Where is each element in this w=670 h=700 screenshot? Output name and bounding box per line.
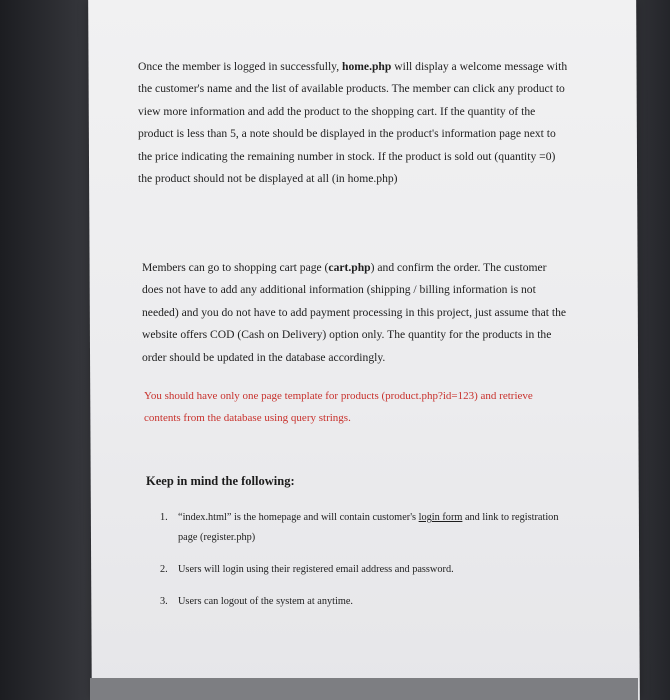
para2-filename: cart.php — [328, 261, 371, 274]
login-form-text: login form — [418, 512, 463, 523]
para1-text-b: will display a welcome message with the customer's name and the list of available products. The member can click any product to view more information and add the product to the shopping cart. If the quantity of the product is less than 5, a note should be displayed in the product's information page next to the price indicating the remaining number in stock. If the product is sold out (quantity =0) the product should not be displayed at all (in home.php) — [138, 60, 568, 186]
list-item-text: “index.html” is the homepage and will contain customer's — [178, 512, 419, 523]
para2-text-a: Members can go to shopping cart page ( — [142, 261, 329, 274]
paragraph-cart-page — [142, 257, 567, 369]
para1-text-a: Once the member is logged in successfully, — [138, 60, 343, 73]
background-left — [0, 0, 100, 700]
list-number: 2. — [160, 564, 168, 575]
list-number: 1. — [160, 512, 168, 523]
requirements-list — [160, 508, 565, 624]
keep-in-mind-heading: Keep in mind the following: — [146, 474, 295, 488]
para1-filename: home.php — [342, 60, 392, 73]
list-item-text: Users can logout of the system at anytime. — [178, 596, 354, 607]
list-number: 3. — [160, 596, 168, 607]
list-item-text: Users will login using their registered email address and password. — [178, 564, 454, 575]
list-item — [160, 592, 565, 612]
para2-text-b: ) and confirm the order. The customer does not have to add any additional information (shipping / billing information is not needed) and you do not have to add payment processing in this project, just assume that the website offers COD (Cash on Delivery) option only. The quantity for the products in the order should be updated in the database accordingly. — [142, 261, 567, 364]
list-item-text-end: and link to registration page (register.php) — [178, 512, 559, 543]
template-note: You should have only one page template for products (product.php?id=123) and retrieve contents from the database using query strings. — [144, 390, 533, 425]
paragraph-home-page — [138, 56, 568, 190]
list-item — [160, 560, 565, 580]
list-item — [160, 508, 565, 548]
paper-bottom-edge — [90, 678, 638, 700]
